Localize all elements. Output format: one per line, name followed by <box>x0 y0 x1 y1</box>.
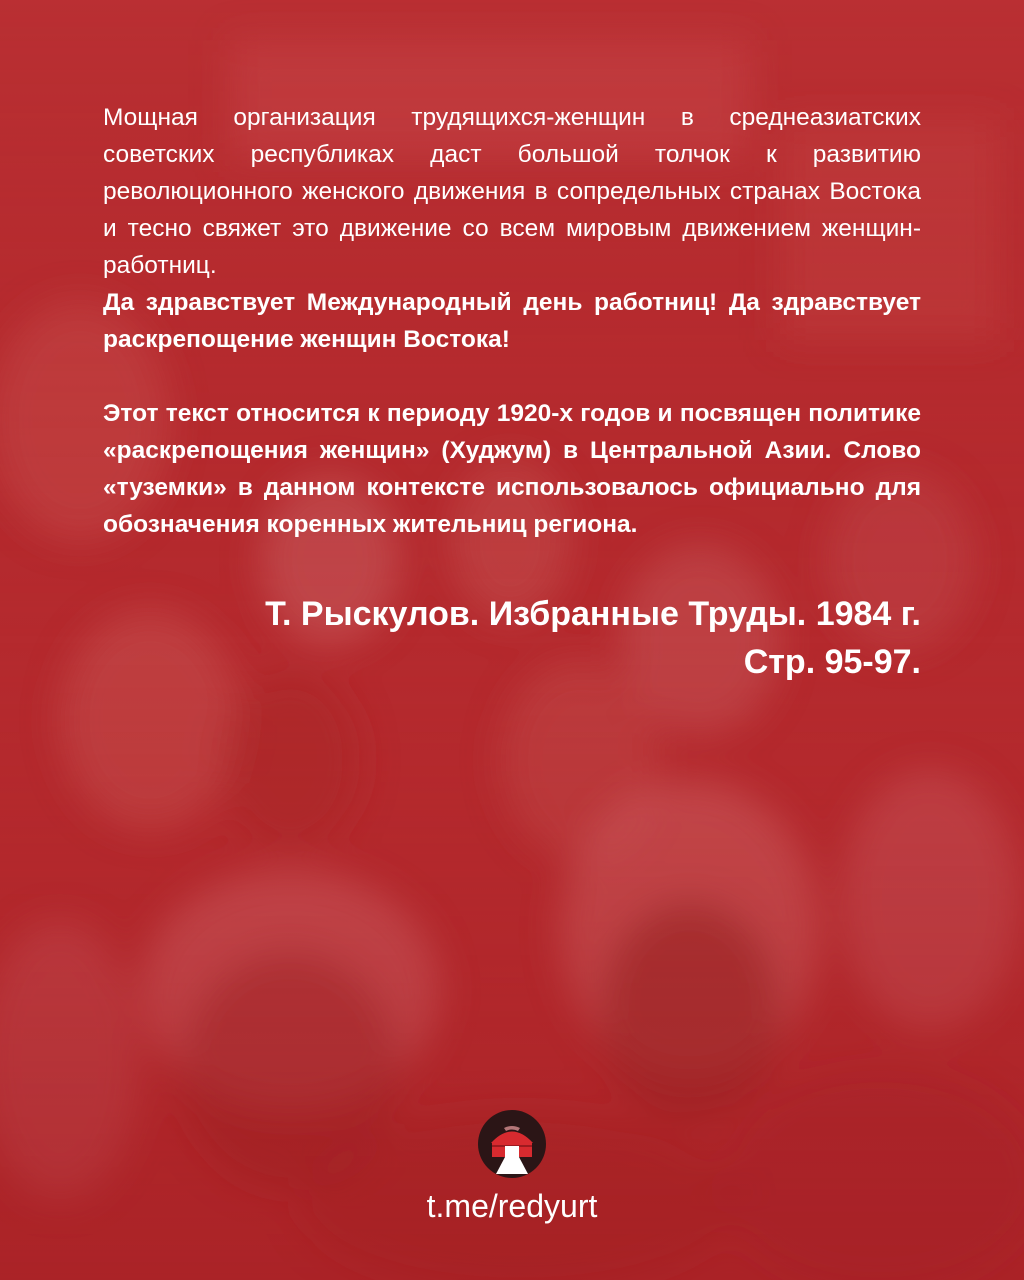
article <box>103 99 921 686</box>
context-note: Этот текст относится к периоду 1920-х годов и посвящен политике «раскрепощения женщин» (Худжум) в Центральной Азии. Слово «туземки» в данном контексте использовалось официально для обозначения коренных жительниц региона. <box>103 400 921 538</box>
red-yurt-logo-icon[interactable] <box>478 1110 546 1178</box>
quote-body: Мощная организация трудящихся-женщин в среднеазиатских советских республиках даст большой толчок к развитию революционного женского движения в сопредельных странах Востока и тесно свяжет это движение со всем мировым движением женщин-работниц. <box>103 104 921 279</box>
citation-line-1: Т. Рыскулов. Избранные Труды. 1984 г. <box>265 595 921 633</box>
telegram-handle-link[interactable]: t.me/redyurt <box>426 1188 598 1224</box>
citation-line-2: Стр. 95-97. <box>743 643 921 681</box>
quote-slogan: Да здравствует Международный день работниц! Да здравствует раскрепощение женщин Востока! <box>103 289 921 353</box>
source-citation <box>103 590 921 686</box>
